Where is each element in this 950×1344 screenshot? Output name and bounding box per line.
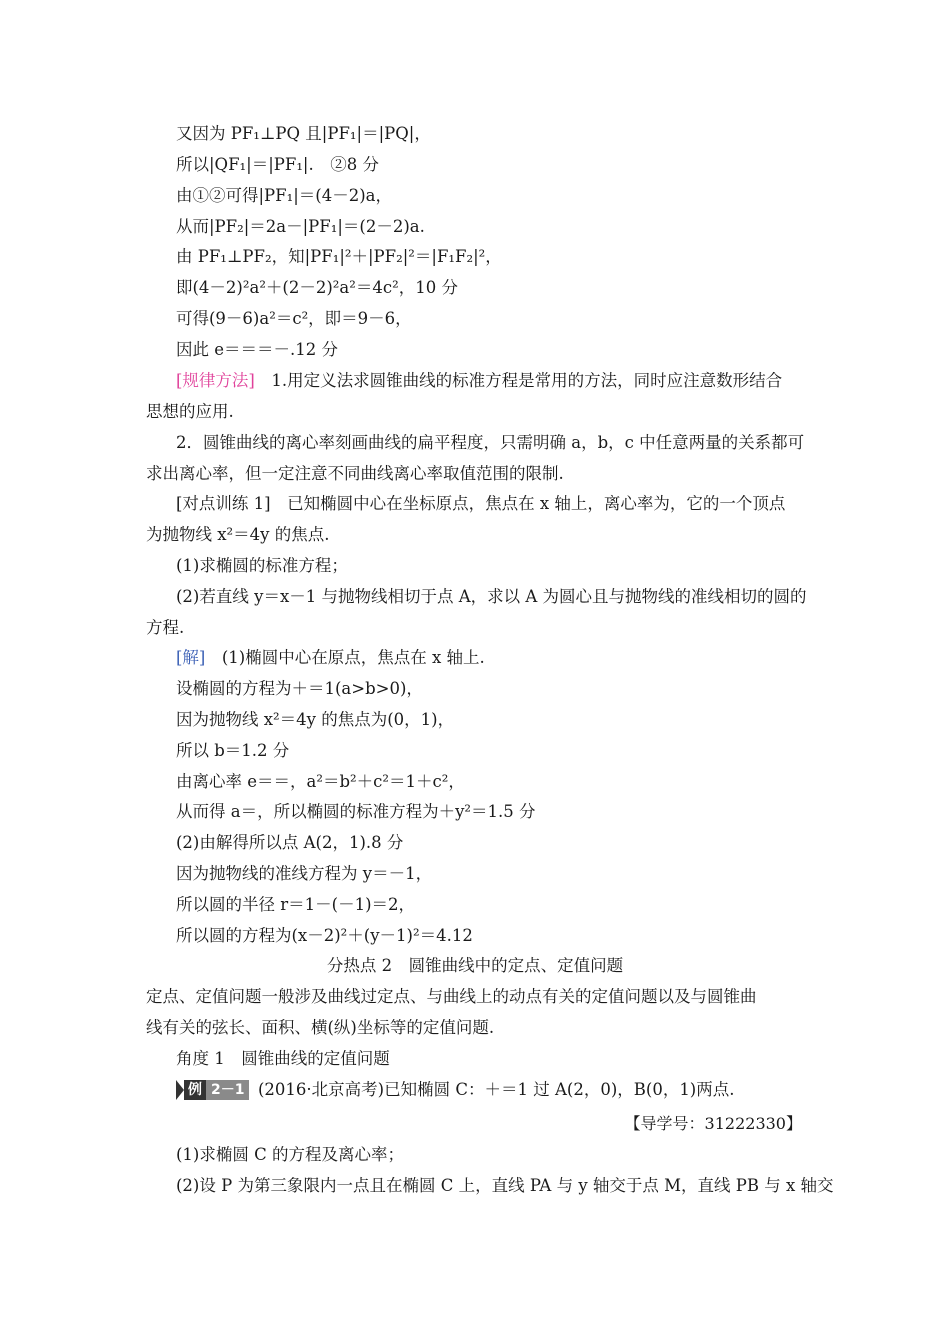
example-text: (2016·北京高考)已知椭圆 C：＋＝1 过 A(2，0)，B(0，1)两点.	[258, 1080, 735, 1099]
derivation-line-3: 由①②可得|PF₁|＝(4－2)a，	[176, 186, 392, 205]
derivation-line-2: 所以|QF₁|＝|PF₁|. ②8 分	[176, 155, 379, 174]
method-text-1: 1.用定义法求圆锥曲线的标准方程是常用的方法，同时应注意数形结合	[254, 371, 783, 390]
solution-line: 所以 b＝1.2 分	[176, 741, 290, 760]
method-text-1b: 思想的应用.	[146, 402, 234, 421]
section-intro-2: 线有关的弦长、面积、横(纵)坐标等的定值问题.	[146, 1018, 495, 1037]
solution-first-line	[176, 647, 485, 669]
example-question-1: (1)求椭圆 C 的方程及离心率；	[176, 1145, 404, 1164]
solution-line: 因为抛物线 x²＝4y 的焦点为(0，1)，	[176, 710, 455, 729]
solution-line: 因为抛物线的准线方程为 y＝－1，	[176, 864, 433, 883]
training-question-2b: 方程.	[146, 618, 185, 637]
training-question-1: (1)求椭圆的标准方程；	[176, 556, 348, 575]
badge-word: 例	[184, 1080, 206, 1100]
solution-first-text: (1)椭圆中心在原点，焦点在 x 轴上.	[205, 648, 485, 667]
solution-line: 所以圆的方程为(x－2)²＋(y－1)²＝4.12	[176, 926, 473, 945]
derivation-line-5: 由 PF₁⊥PF₂，知|PF₁|²＋|PF₂|²＝|F₁F₂|²，	[176, 247, 502, 266]
solution-tag: [解]	[176, 648, 206, 667]
solution-line: 所以圆的半径 r＝1－(－1)＝2，	[176, 895, 416, 914]
solution-line: 设椭圆的方程为＋＝1(a>b>0)，	[176, 679, 423, 698]
angle-heading: 角度 1 圆锥曲线的定值问题	[176, 1049, 390, 1068]
derivation-line-6: 即(4－2)²a²＋(2－2)²a²＝4c²，10 分	[176, 278, 458, 297]
method-text-2b: 求出离心率，但一定注意不同曲线离心率取值范围的限制.	[146, 464, 564, 483]
method-text-2: 2．圆锥曲线的离心率刻画曲线的扁平程度，只需明确 a，b，c 中任意两量的关系都可	[176, 433, 805, 452]
method-paragraph-1	[176, 370, 782, 392]
training-question-2: (2)若直线 y＝x－1 与抛物线相切于点 A，求以 A 为圆心且与抛物线的准线相切的圆的	[176, 587, 807, 606]
badge-arrow-icon	[176, 1080, 184, 1100]
derivation-line-1: 又因为 PF₁⊥PQ 且|PF₁|＝|PQ|，	[176, 124, 431, 143]
example-question-2: (2)设 P 为第三象限内一点且在椭圆 C 上，直线 PA 与 y 轴交于点 M，直线 PB 与 x 轴交	[176, 1176, 834, 1195]
training-line-1: [对点训练 1] 已知椭圆中心在坐标原点，焦点在 x 轴上，离心率为，它的一个顶点	[176, 494, 786, 513]
training-line-2: 为抛物线 x²＝4y 的焦点.	[146, 525, 330, 544]
example-badge	[176, 1080, 249, 1100]
derivation-line-8: 因此 e＝＝＝－.12 分	[176, 340, 338, 359]
derivation-line-4: 从而|PF₂|＝2a－|PF₁|＝(2－2)a.	[176, 217, 425, 236]
solution-line: 从而得 a＝，所以椭圆的标准方程为＋y²＝1.5 分	[176, 802, 536, 821]
method-tag: [规律方法]	[176, 371, 255, 390]
solution-line: 由离心率 e＝＝，a²＝b²＋c²＝1＋c²，	[176, 772, 465, 791]
badge-number: 2－1	[206, 1080, 249, 1100]
solution-line: (2)由解得所以点 A(2，1).8 分	[176, 833, 404, 852]
derivation-line-7: 可得(9－6)a²＝c²，即＝9－6，	[176, 309, 412, 328]
section-intro-1: 定点、定值问题一般涉及曲线过定点、与曲线上的动点有关的定值问题以及与圆锥曲	[146, 987, 757, 1006]
section-title: 分热点 2 圆锥曲线中的定点、定值问题	[326, 956, 624, 975]
guide-number: 【导学号：31222330】	[624, 1114, 802, 1133]
